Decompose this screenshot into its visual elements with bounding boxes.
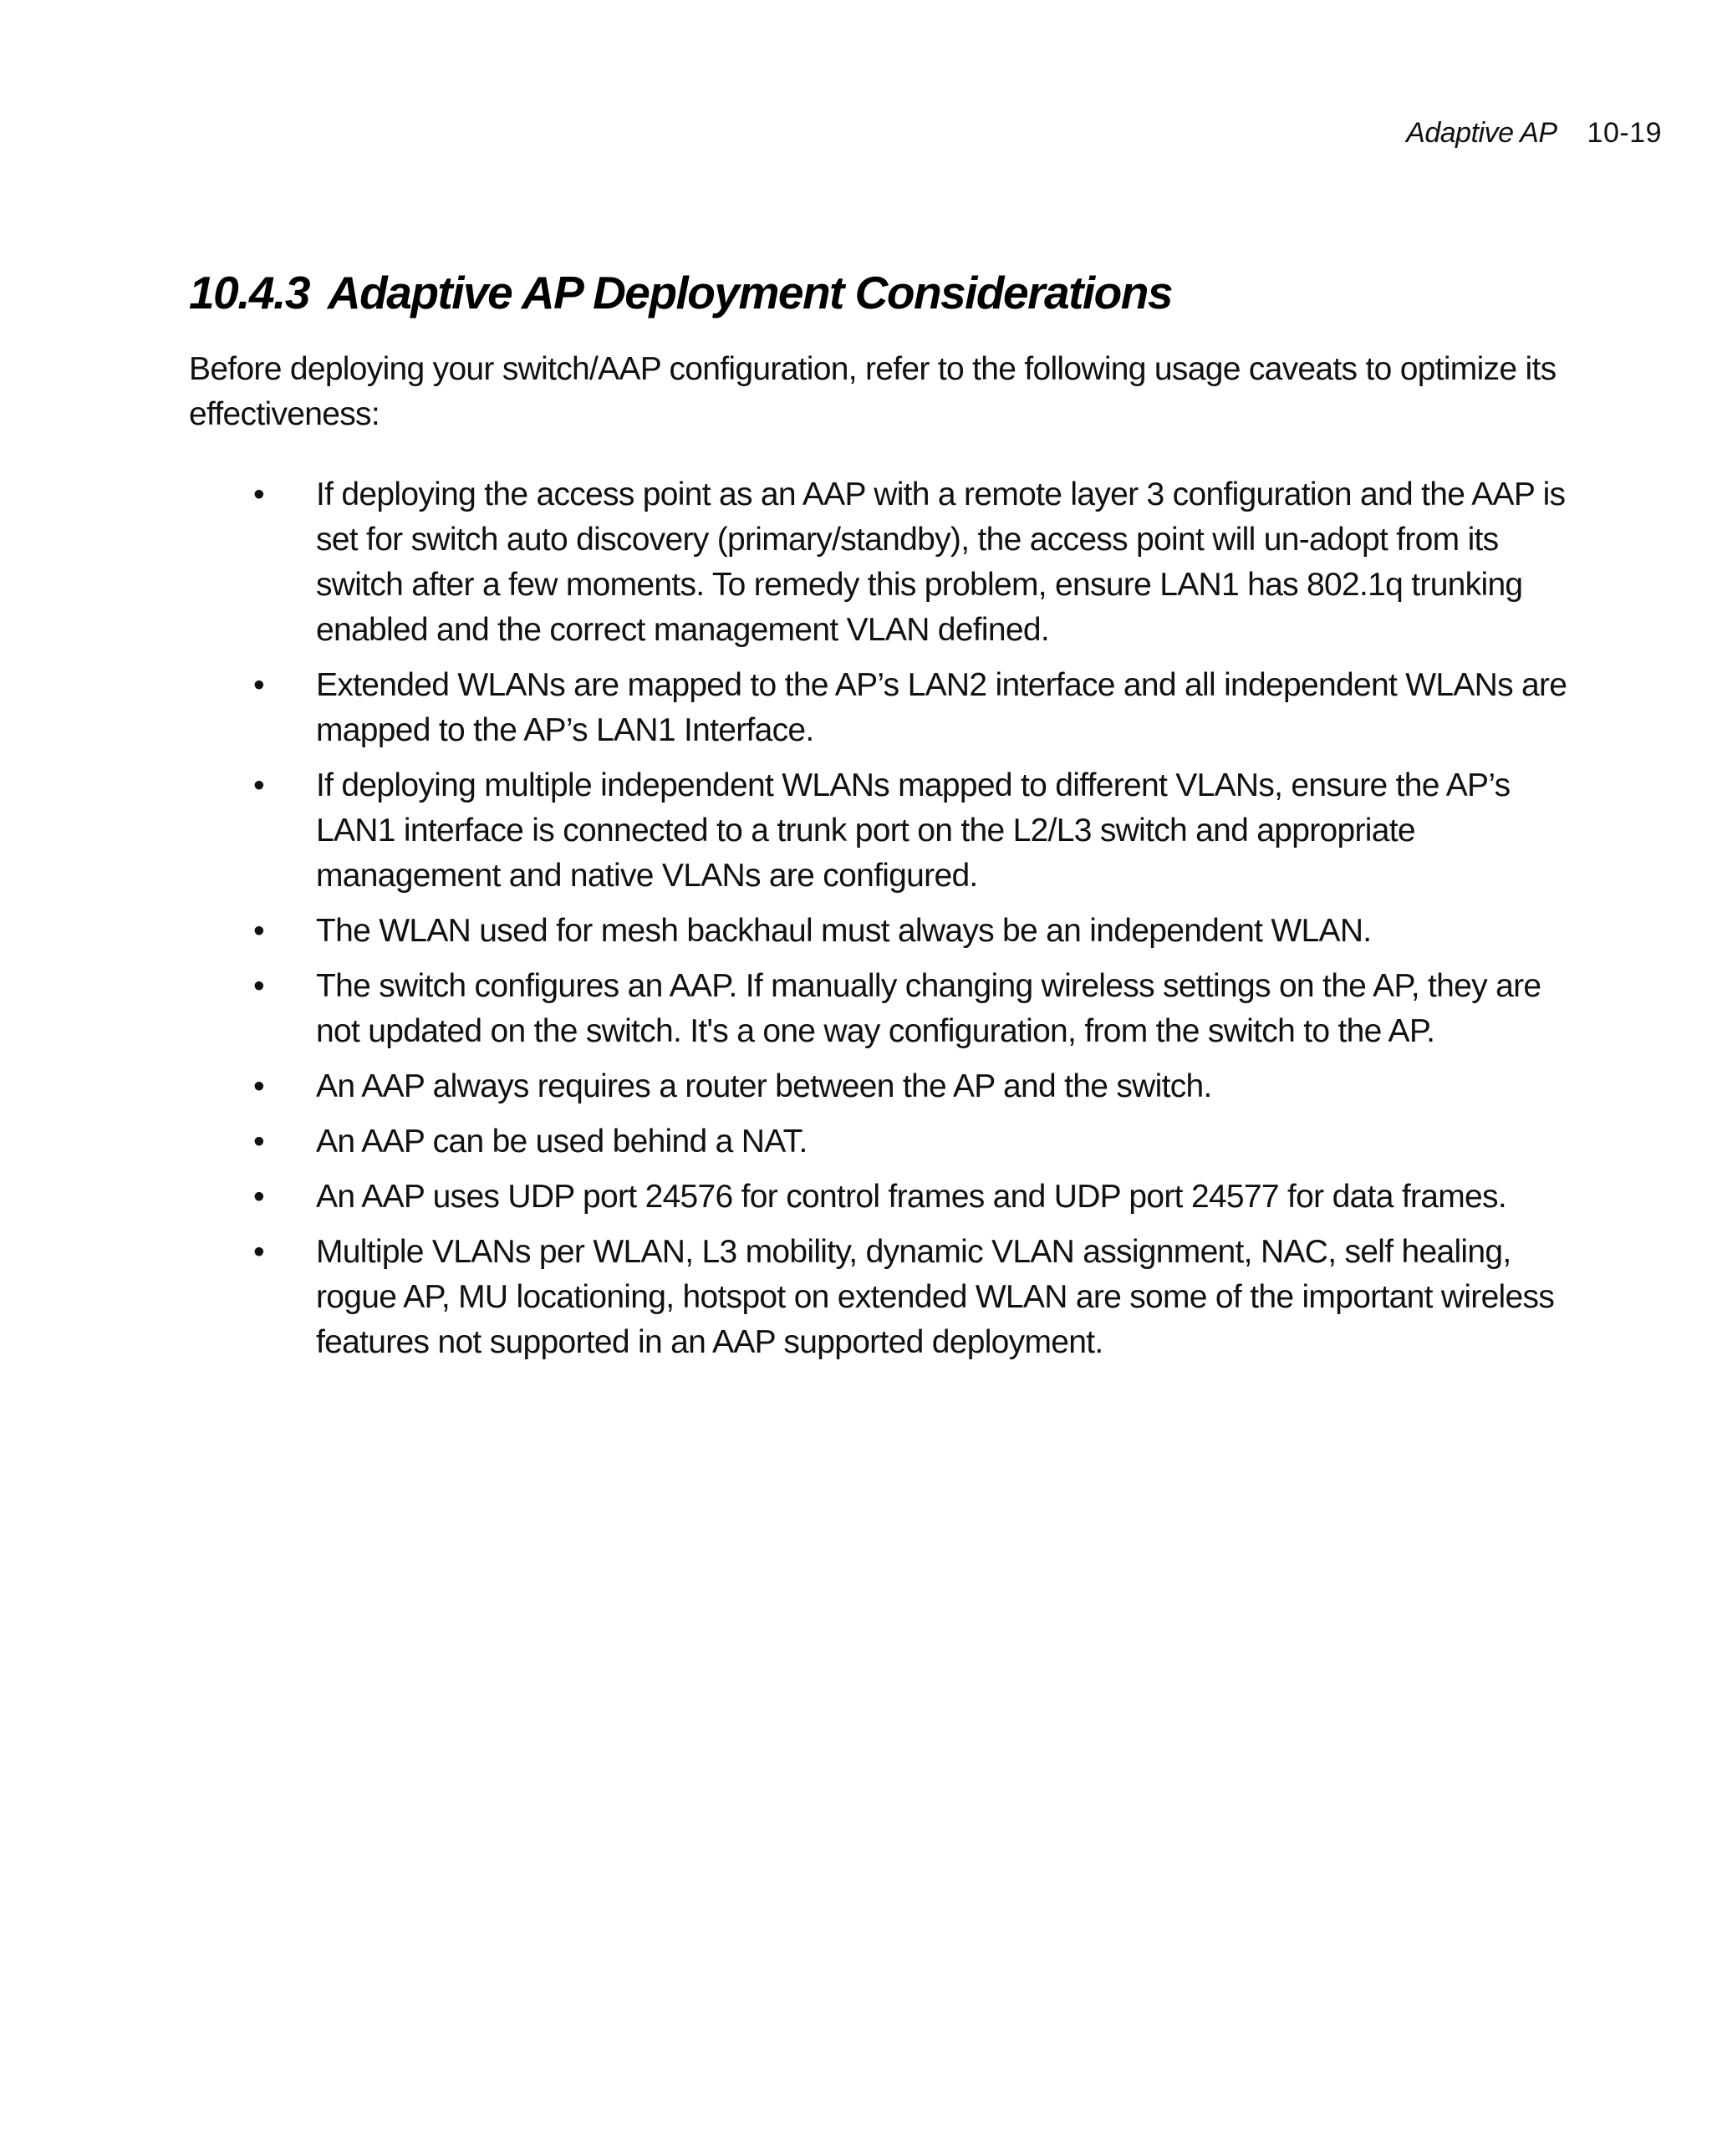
list-item [189, 763, 1585, 899]
list-item [189, 1064, 1585, 1109]
bullet-icon: • [253, 767, 264, 803]
list-item [189, 1230, 1585, 1365]
list-item-text: An AAP always requires a router between the AP and the switch. [316, 1068, 1212, 1104]
list-item [189, 472, 1585, 653]
list-item-text: The WLAN used for mesh backhaul must always be an independent WLAN. [316, 912, 1372, 949]
page-body [189, 268, 1585, 1375]
bullet-icon: • [253, 476, 264, 512]
list-item [189, 909, 1585, 954]
bullet-icon: • [253, 666, 264, 703]
list-item-text: An AAP can be used behind a NAT. [316, 1123, 808, 1160]
list-item [189, 663, 1585, 753]
intro-paragraph: Before deploying your switch/AAP configuration, refer to the following usage caveats to optimize its effectiveness: [189, 350, 1557, 432]
bullet-icon: • [253, 1123, 264, 1160]
list-item-text: If deploying the access point as an AAP with a remote layer 3 configuration and the AAP is set for switch auto discovery (primary/standby), the access point will un-adopt from its switch after a few moments. To remedy this problem, ensure LAN1 has 802.1q trunking enabled and the correct management VLAN defined. [316, 476, 1566, 648]
bullet-icon: • [253, 967, 264, 1004]
bullet-icon: • [253, 1068, 264, 1104]
caveat-list [189, 472, 1585, 1365]
page-number: 10-19 [1587, 117, 1662, 149]
list-item-text: If deploying multiple independent WLANs mapped to different VLANs, ensure the AP’s LAN1 interface is connected to a trunk port on the L2/L3 switch and appropriate management and native VLANs are configured. [316, 767, 1511, 894]
bullet-icon: • [253, 1178, 264, 1215]
list-item-text: The switch configures an AAP. If manually changing wireless settings on the AP, they are not updated on the switch. It's a one way configuration, from the switch to the AP. [316, 967, 1541, 1049]
list-item-text: Multiple VLANs per WLAN, L3 mobility, dynamic VLAN assignment, NAC, self healing, rogue AP, MU locationing, hotspot on extended WLAN are some of the important wireless features not supported in an AAP supported deployment. [316, 1233, 1555, 1360]
chapter-title: Adaptive AP [1406, 117, 1557, 149]
list-item [189, 964, 1585, 1054]
list-item-text: Extended WLANs are mapped to the AP’s LAN2 interface and all independent WLANs are mapped to the AP’s LAN1 Interface. [316, 666, 1567, 748]
section-heading [189, 268, 1585, 319]
section-title: Adaptive AP Deployment Considerations [327, 267, 1172, 319]
bullet-icon: • [253, 912, 264, 949]
list-item [189, 1175, 1585, 1220]
bullet-icon: • [253, 1233, 264, 1270]
running-header [1406, 117, 1662, 150]
list-item [189, 1119, 1585, 1165]
section-number: 10.4.3 [189, 267, 309, 319]
list-item-text: An AAP uses UDP port 24576 for control frames and UDP port 24577 for data frames. [316, 1178, 1506, 1215]
